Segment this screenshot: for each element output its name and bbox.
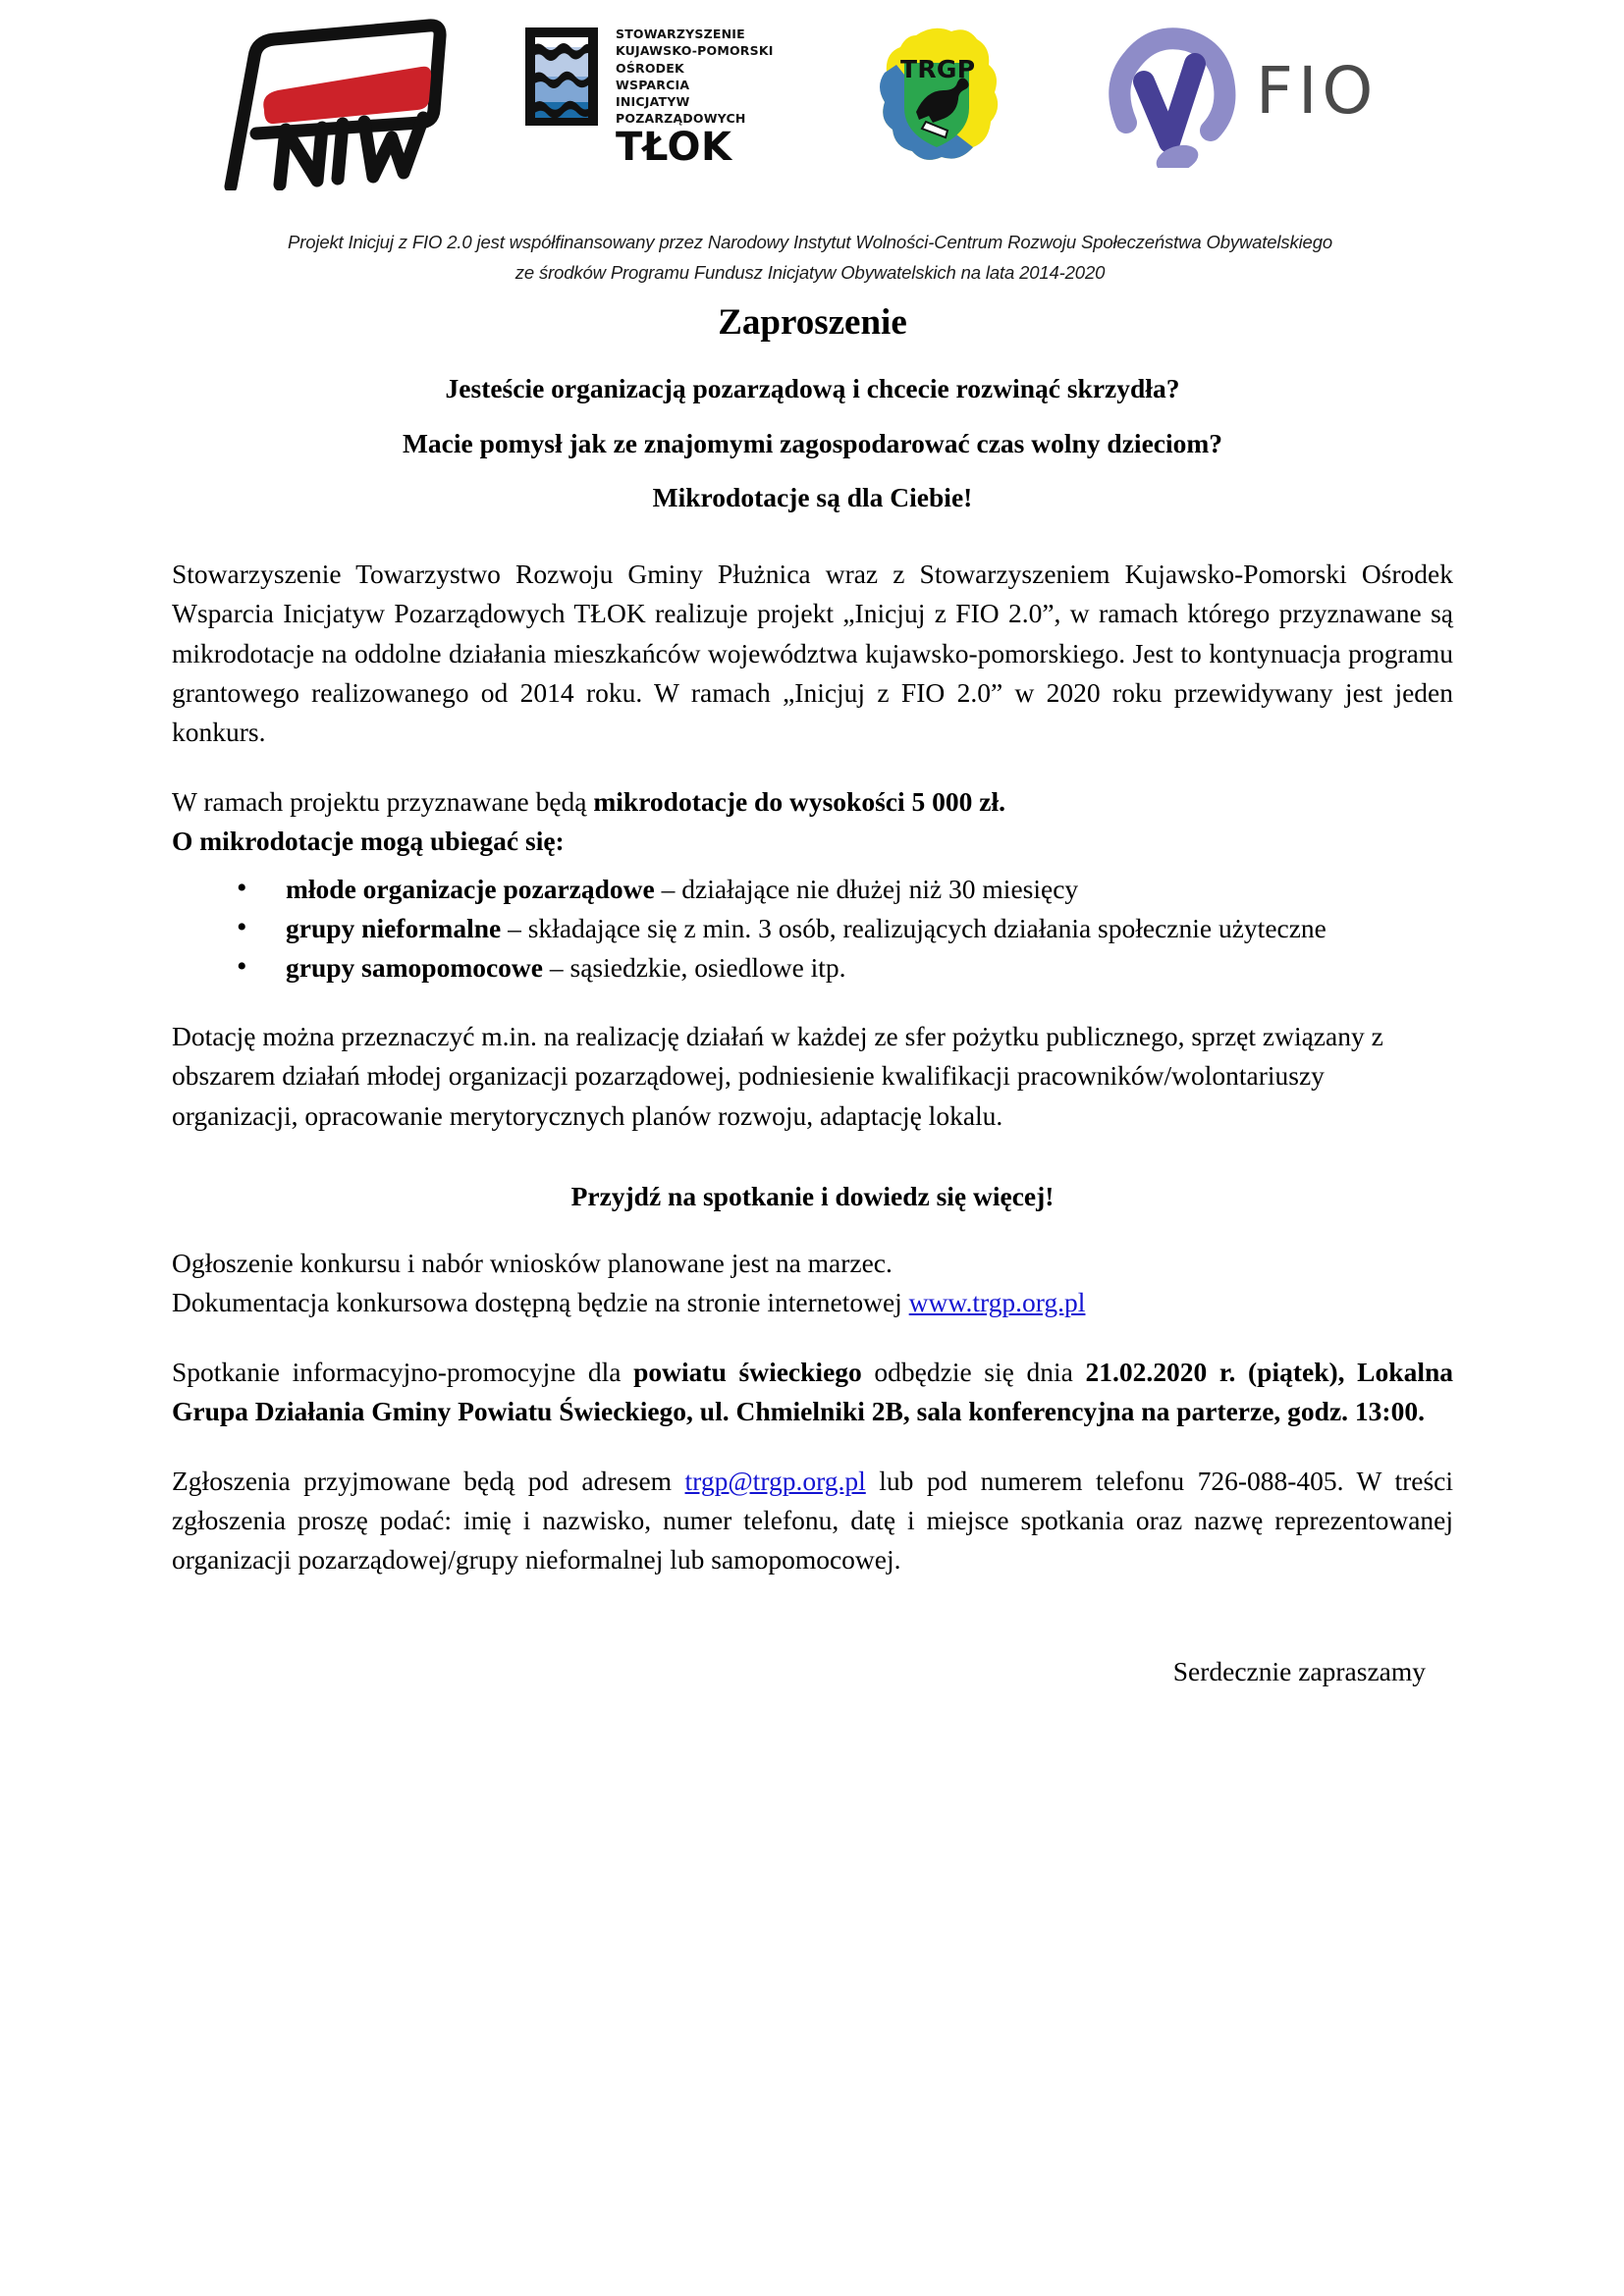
partner-logo-strip xyxy=(0,14,1624,200)
tlok-logo-top xyxy=(521,22,786,132)
registration-email-link[interactable]: trgp@trgp.org.pl xyxy=(684,1465,866,1496)
meeting-details: 21.02.2020 r. (piątek), Lokalna Grupa Działania Gminy Powiatu Świeckiego, ul. Chmielniki 2B, sala konferencyjna na parterze, godz. 13:00. xyxy=(172,1356,1454,1427)
trgp-logo xyxy=(857,18,1034,175)
tlok-name-line: KUJAWSKO-POMORSKI xyxy=(616,43,774,59)
tlok-full-name xyxy=(616,22,774,128)
announcement-line: Ogłoszenie konkursu i nabór wniosków planowane jest na marzec. xyxy=(172,1247,893,1278)
funding-line-2: ze środków Programu Fundusz Inicjatyw Obywatelskich na lata 2014-2020 xyxy=(514,261,1106,283)
closing-salutation: Serdecznie zapraszamy xyxy=(1172,1655,1426,1686)
tlok-name-line: INICJATYW xyxy=(616,94,690,109)
registration-suffix: lub pod numerem telefonu 726-088-405. W treści zgłoszenia proszę podać: imię i nazwisko, numer telefonu, datę i miejsce spotkania oraz nazwę reprezentowanej organizacji pozarządowej/grupy nieformalnej lub samopomocowej. xyxy=(172,1465,1454,1575)
list-item xyxy=(229,870,1453,908)
fio-bulb-icon xyxy=(1105,21,1242,168)
trgp-acronym: TRGP xyxy=(900,55,976,83)
eligibility-heading xyxy=(172,822,1453,861)
tlok-acronym: TŁOK xyxy=(616,125,732,170)
eligibility-list xyxy=(172,870,1453,987)
bullet-term: grupy samopomocowe xyxy=(286,951,544,983)
niw-logo xyxy=(195,14,451,190)
call-to-action: Przyjdź na spotkanie i dowiedz się więcej! xyxy=(570,1181,1055,1212)
grants-amount-line xyxy=(172,782,1453,822)
usage-paragraph: Dotację można przeznaczyć m.in. na realizację działań w każdej ze sfer pożytku publicznego, sprzęt związany z obszarem działań młodej organizacji pozarządowej, podniesienie kwalifikacji pracowników/wolontariuszy organizacji, opracowanie merytorycznych planów rozwoju, adaptację lokalu. xyxy=(172,1020,1383,1131)
bullet-term: młode organizacje pozarządowe xyxy=(286,873,655,904)
funding-line-1: Projekt Inicjuj z FIO 2.0 jest współfinansowany przez Narodowy Instytut Wolności-Centrum Rozwoju Społeczeństwa Obywatelskiego xyxy=(288,232,1332,252)
fio-logo xyxy=(1105,16,1438,173)
list-item xyxy=(229,948,1453,987)
documentation-prefix: Dokumentacja konkursowa dostępną będzie na stronie internetowej xyxy=(172,1287,909,1318)
trgp-map-icon xyxy=(857,18,1034,175)
registration-prefix: Zgłoszenia przyjmowane będą pod adresem xyxy=(172,1465,685,1496)
list-item xyxy=(229,909,1453,947)
funding-statement xyxy=(172,228,1448,288)
lead-statement: Mikrodotacje są dla Ciebie! xyxy=(652,482,973,513)
meeting-prefix: Spotkanie informacyjno-promocyjne dla xyxy=(172,1356,634,1387)
meeting-details-paragraph xyxy=(172,1353,1453,1432)
bullet-desc: – sąsiedzkie, osiedlowe itp. xyxy=(543,951,846,983)
tlok-name-line: OŚRODEK xyxy=(616,60,684,76)
registration-paragraph xyxy=(172,1462,1453,1580)
trgp-website-link[interactable]: www.trgp.org.pl xyxy=(908,1287,1086,1318)
tlok-name-line: STOWARZYSZENIE xyxy=(616,27,745,41)
meeting-county: powiatu świeckiego xyxy=(633,1356,862,1387)
fio-acronym: FIO xyxy=(1256,53,1379,129)
bullet-desc: – działające nie dłużej niż 30 miesięcy xyxy=(654,873,1079,904)
tlok-name-line: WSPARCIA xyxy=(616,77,690,92)
tlok-mark-icon xyxy=(521,22,606,132)
lead-question-1: Jesteście organizacją pozarządową i chcecie rozwinąć skrzydła? xyxy=(445,373,1180,404)
eligibility-heading-text: O mikrodotacje mogą ubiegać się: xyxy=(172,826,565,857)
bullet-term: grupy nieformalne xyxy=(286,912,502,943)
page-title: Zaproszenie xyxy=(718,302,907,343)
document-body xyxy=(172,300,1453,1690)
meeting-middle: odbędzie się dnia xyxy=(861,1356,1086,1387)
bullet-desc: – składające się z min. 3 osób, realizujących działania społecznie użyteczne xyxy=(501,912,1326,943)
grants-amount-value: mikrodotacje do wysokości 5 000 zł. xyxy=(593,785,1005,817)
documentation-line xyxy=(172,1283,1453,1322)
intro-paragraph: Stowarzyszenie Towarzystwo Rozwoju Gminy Płużnica wraz z Stowarzyszeniem Kujawsko-Pomorski Ośrodek Wsparcia Inicjatyw Pozarządowych TŁOK realizuje projekt „Inicjuj z FIO 2.0”, w ramach którego przyznawane są mikrodotacje na oddolne działania mieszkańców województwa kujawsko-pomorskiego. Jest to kontynuacja programu grantowego realizowanego od 2014 roku. W ramach „Inicjuj z FIO 2.0” w 2020 roku przewidywany jest jeden konkurs. xyxy=(172,558,1453,748)
lead-question-2: Macie pomysł jak ze znajomymi zagospodarować czas wolny dzieciom? xyxy=(402,427,1223,458)
grants-amount-prefix: W ramach projektu przyznawane będą xyxy=(172,785,594,817)
tlok-name-line: POZARZĄDOWYCH xyxy=(616,111,746,127)
tlok-logo xyxy=(521,22,786,193)
